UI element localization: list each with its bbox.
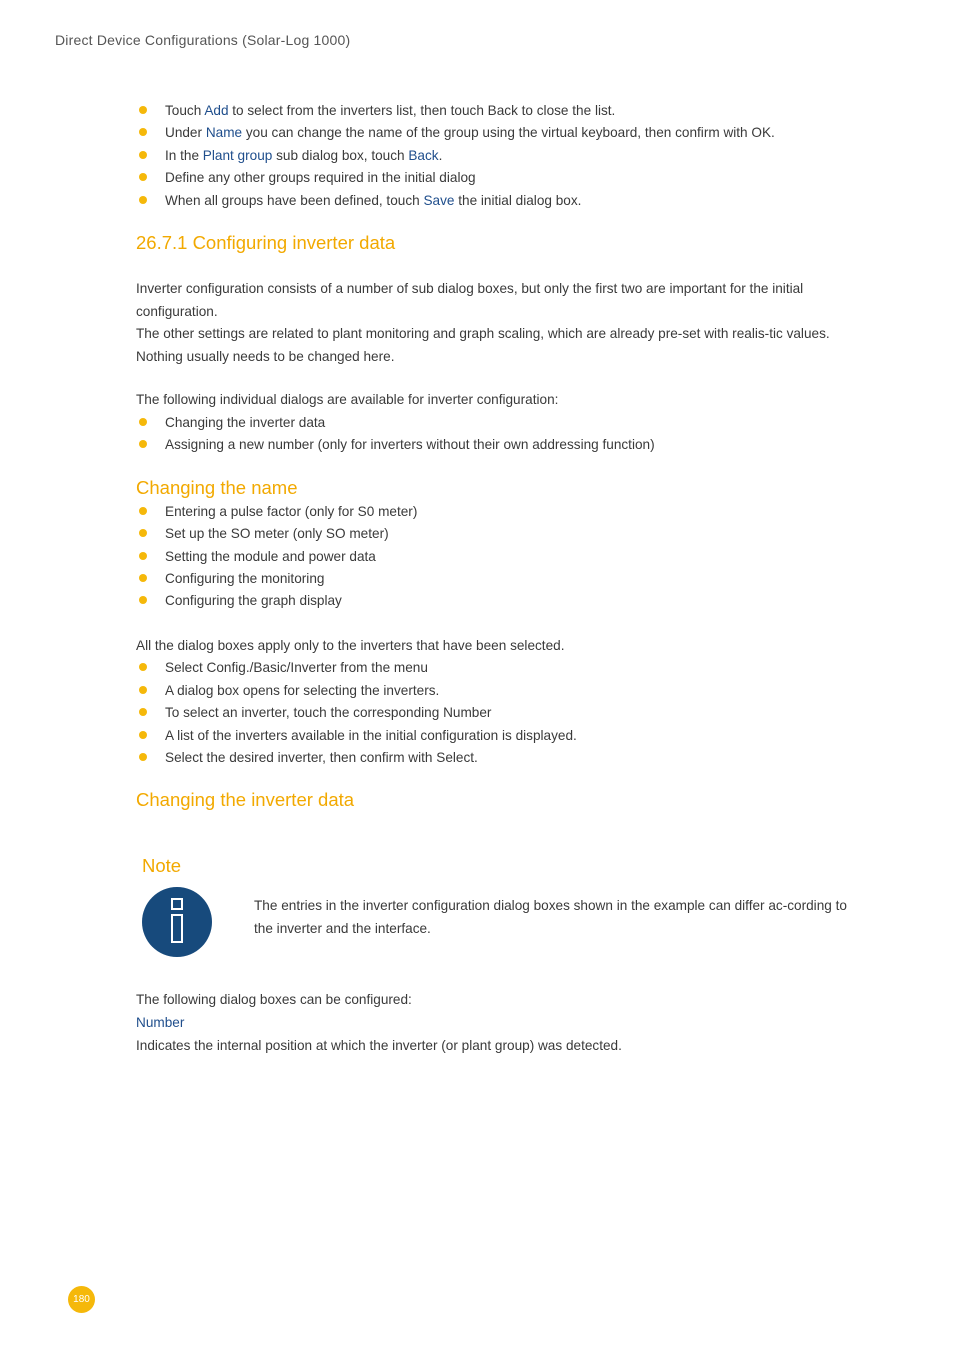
bullet-icon [139,708,147,716]
bullet-icon [139,731,147,739]
list-item: Assigning a new number (only for inverters without their own addressing function) [136,434,866,456]
ui-term-add: Add [204,103,229,118]
note-box [136,855,866,957]
note-row [136,887,866,957]
bullet-icon [139,529,147,537]
list-item: Define any other groups required in the initial dialog [136,167,866,189]
list-item: Select the desired inverter, then confirm with Select. [136,747,866,769]
bullet-icon [139,196,147,204]
list-item: Set up the SO meter (only SO meter) [136,523,866,545]
paragraph: The other settings are related to plant monitoring and graph scaling, which are already pre-set with realis-tic values. Nothing usually needs to be changed here. [136,326,830,364]
paragraph: All the dialog boxes apply only to the inverters that have been selected. [136,637,565,653]
info-icon-dot [171,898,183,910]
ui-term-back: Back [408,147,439,163]
list-item: Changing the inverter data [136,412,866,434]
list-item: Touch Add to select from the inverters list, then touch Back to close the list. [136,100,866,122]
bullet-icon [139,574,147,582]
info-icon [142,887,212,957]
selection-steps-list [136,657,866,769]
page-header: Direct Device Configurations (Solar-Log 1000) [55,32,351,48]
note-text: The entries in the inverter configuration dialog boxes shown in the example can differ ac-cording to the inverter and the interface. [254,898,847,937]
bullet-icon [139,173,147,181]
bullet-icon [139,128,147,136]
list-item: In the Plant group sub dialog box, touch Back. [136,145,866,167]
paragraph: Indicates the internal position at which the inverter (or plant group) was detected. [136,1037,622,1053]
bullet-icon [139,418,147,426]
list-item: Entering a pulse factor (only for S0 meter) [136,501,866,523]
section-heading: 26.7.1 Configuring inverter data [136,232,396,254]
note-title: Note [142,855,182,877]
section-heading: Changing the name [136,476,298,498]
bullet-icon [139,596,147,604]
bullet-icon [139,507,147,515]
paragraph: The following dialog boxes can be configured: [136,992,412,1008]
name-list [136,501,866,613]
ui-term-name: Name [205,125,243,141]
paragraph: The following individual dialogs are available for inverter configuration: [136,392,559,408]
bullet-icon [139,106,147,114]
ui-term-save: Save [423,192,455,208]
bullet-icon [139,151,147,159]
info-icon-bar [171,914,183,943]
bullet-icon [139,440,147,448]
term-number: Number [136,1015,185,1031]
bullet-icon [139,686,147,694]
section-heading: Changing the inverter data [136,789,355,811]
list-item: A dialog box opens for selecting the inverters. [136,680,866,702]
list-item: A list of the inverters available in the initial configuration is displayed. [136,725,866,747]
list-item: To select an inverter, touch the corresponding Number [136,702,866,724]
page-content [136,100,866,1057]
dialog-list [136,412,866,457]
list-item: Setting the module and power data [136,546,866,568]
bullet-icon [139,552,147,560]
bullet-icon [139,753,147,761]
bullet-icon [139,663,147,671]
paragraph: Inverter configuration consists of a number of sub dialog boxes, but only the first two are important for the initial configuration. [136,281,804,319]
list-item: Configuring the graph display [136,590,866,612]
page-number: 180 [68,1286,95,1313]
ui-term-plant-group: Plant group [202,147,273,163]
list-item: Select Config./Basic/Inverter from the menu [136,657,866,679]
list-item: Configuring the monitoring [136,568,866,590]
list-item: Under Name you can change the name of the group using the virtual keyboard, then confirm with OK. [136,122,866,144]
intro-list [136,100,866,212]
list-item: When all groups have been defined, touch Save the initial dialog box. [136,190,866,212]
